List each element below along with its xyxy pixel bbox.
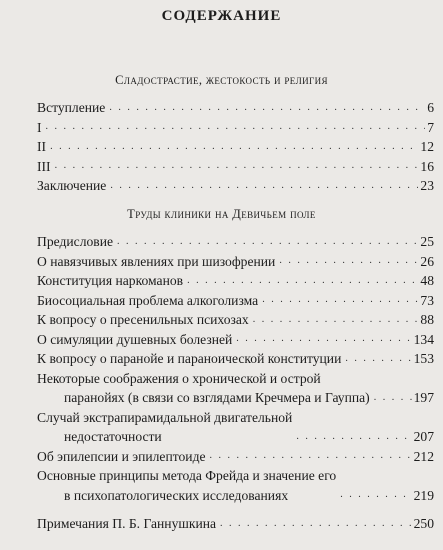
entry-title: О навязчивых явлениях при шизофрении: [37, 253, 276, 269]
toc-entry[interactable]: [37, 310, 434, 330]
toc-entry[interactable]: [37, 252, 434, 272]
toc-entry[interactable]: [37, 408, 434, 447]
page-number: 16: [420, 158, 434, 174]
entry-title: I: [37, 119, 42, 135]
toc-list-1: [37, 98, 434, 196]
toc-entry[interactable]: [37, 176, 434, 196]
entry-title-line-1: Основные принципы метода Фрейда и значение его: [37, 468, 337, 483]
page-number: 26: [420, 253, 434, 269]
leader-dots: [374, 392, 412, 404]
page-number: 250: [413, 516, 434, 531]
toc-entry[interactable]: [37, 98, 434, 118]
leader-dots: [110, 180, 418, 192]
entry-title: II: [37, 139, 47, 154]
leader-dots: [236, 333, 411, 345]
page-number: 25: [420, 234, 434, 249]
leader-dots: [279, 255, 418, 267]
leader-dots: [262, 294, 418, 306]
entry-title: Об эпилепсии и эпилептоиде: [37, 448, 206, 464]
entry-title: К вопросу о паранойе и параноической конституции: [37, 351, 342, 366]
entry-title-line-2: в психопатологических исследованиях: [64, 487, 289, 503]
entry-title: О симуляции душевных болезней: [37, 331, 233, 347]
toc-entry[interactable]: [37, 349, 434, 369]
toc-entry[interactable]: [37, 232, 434, 252]
leader-dots: [220, 518, 412, 530]
section-heading-2: Труды клиники на Девичьем поле: [127, 207, 316, 221]
toc-entry[interactable]: [37, 137, 434, 157]
page-number: 23: [420, 178, 434, 193]
page-number: 134: [413, 331, 434, 347]
leader-dots: [345, 353, 411, 365]
entry-title: [37, 408, 292, 447]
toc-entry[interactable]: [37, 157, 434, 177]
toc-entry-notes[interactable]: [37, 514, 434, 534]
page-number: 197: [413, 390, 434, 405]
toc-entry[interactable]: [37, 271, 434, 291]
leader-dots: [187, 275, 418, 287]
leader-dots: [55, 160, 419, 172]
entry-title: Предисловие: [37, 234, 114, 249]
page-number: 73: [420, 292, 434, 308]
entry-title: III: [37, 158, 51, 174]
entry-title: К вопросу о пресенильных психозах: [37, 312, 249, 327]
toc-entry[interactable]: [37, 447, 434, 467]
page-number: 212: [413, 448, 434, 464]
page-number: 88: [420, 312, 434, 327]
page-number: 153: [413, 351, 434, 366]
entry-title: Вступление: [37, 100, 106, 115]
toc-entry[interactable]: [37, 291, 434, 311]
page-number: 219: [413, 487, 434, 503]
entry-title-line-1: Некоторые соображения о хронической и острой: [37, 370, 321, 386]
entry-title: Биосоциальная проблема алкоголизма: [37, 292, 259, 308]
page-number: 48: [420, 273, 434, 288]
page-title: СОДЕРЖАНИЕ: [161, 8, 282, 24]
entry-title: Заключение: [37, 178, 107, 193]
page-number: 7: [427, 119, 434, 135]
leader-dots: [296, 431, 411, 443]
leader-dots: [210, 450, 412, 462]
toc-entry[interactable]: [37, 466, 434, 505]
leader-dots: [109, 102, 425, 114]
toc-entry[interactable]: [37, 118, 434, 138]
section-heading-1: Сладострастие, жестокость и религия: [115, 73, 328, 87]
entry-title: [37, 466, 336, 505]
entry-title-line-1: Случай экстрапирамидальной двигательной: [37, 409, 293, 425]
entry-title-line-2: недостаточности: [64, 429, 162, 444]
leader-dots: [50, 141, 418, 153]
leader-dots: [340, 489, 411, 501]
page-number: 6: [427, 100, 434, 115]
toc-entry[interactable]: [37, 369, 434, 408]
entry-title: Конституция наркоманов: [37, 273, 184, 288]
leader-dots: [46, 121, 426, 133]
leader-dots: [253, 314, 419, 326]
entry-title: [37, 369, 370, 408]
leader-dots: [117, 236, 418, 248]
entry-title-line-2: паранойях (в связи со взглядами Кречмера и Гауппа): [64, 390, 370, 405]
toc-list-2: [37, 232, 434, 534]
toc-entry[interactable]: [37, 330, 434, 350]
page-number: 207: [413, 429, 434, 444]
entry-title: Примечания П. Б. Ганнушкина: [37, 516, 217, 531]
page-number: 12: [420, 139, 434, 154]
